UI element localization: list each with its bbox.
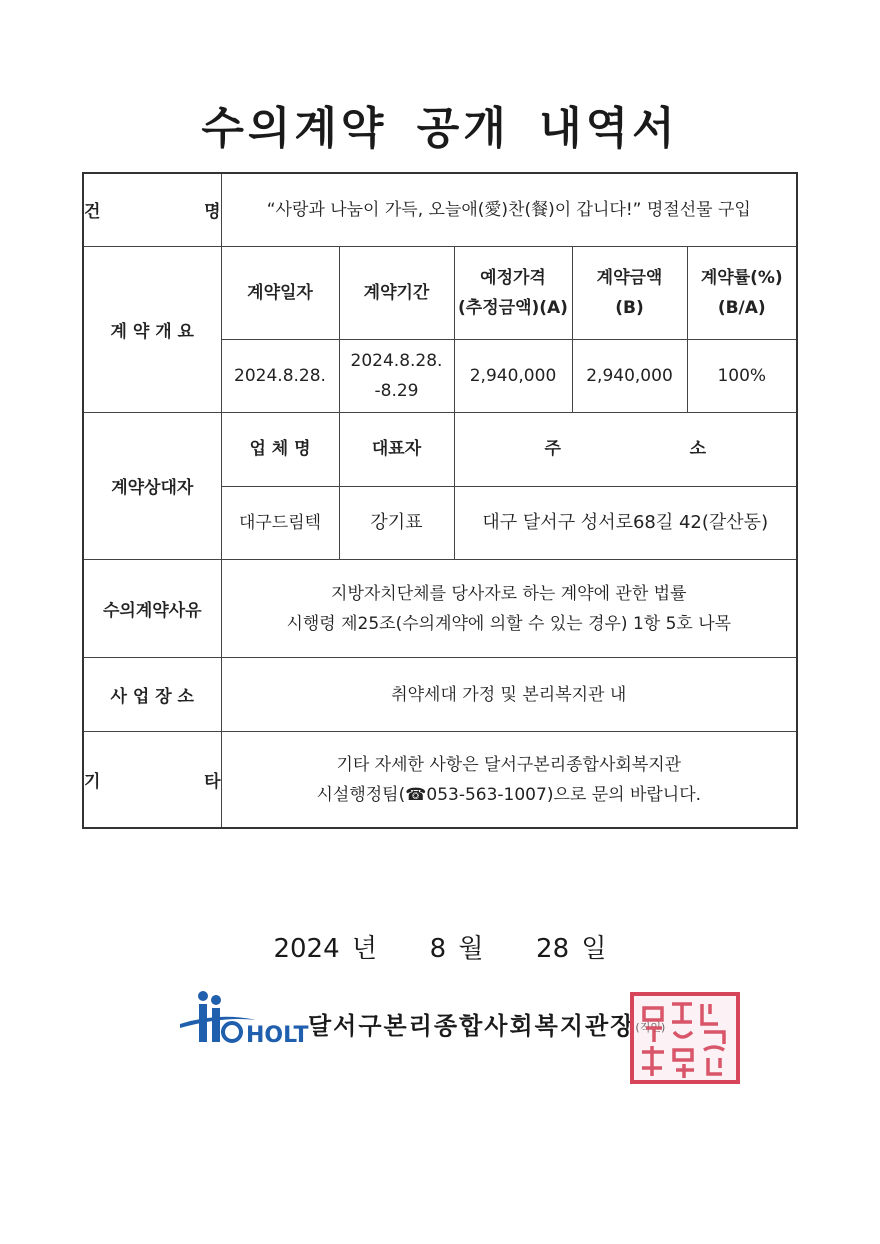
address-value: 대구 달서구 성서로68길 42(갈산동) [454,486,797,559]
contract-date-header: 계약일자 [221,246,339,339]
rate-value: 100% [687,339,797,412]
contract-period-value: 2024.8.28. -8.29 [339,339,454,412]
reason-label: 수의계약사유 [83,560,221,658]
contract-table [82,172,798,829]
project-row [83,173,797,246]
company-value: 대구드림텍 [221,486,339,559]
address-header: 주 소 [454,412,797,486]
svg-text:HOLT: HOLT [246,1023,309,1048]
representative-header: 대표자 [339,412,454,486]
holt-logo [178,990,309,1048]
contract-period-header: 계약기간 [339,246,454,339]
etc-row [83,732,797,828]
estimate-header: 예정가격 (추정금액)(A) [454,246,572,339]
counterparty-label: 계약상대자 [83,412,221,559]
counterparty-header-row [83,412,797,486]
site-row [83,658,797,732]
amount-value: 2,940,000 [572,339,687,412]
etc-label: 기 타 [83,732,221,828]
reason-row [83,560,797,658]
official-seal-stamp [624,988,746,1088]
reason-value: 지방자치단체를 당사자로 하는 계약에 관한 법률 시행령 제25조(수의계약에 의할 수 있는 경우) 1항 5호 나목 [221,560,797,658]
site-label: 사 업 장 소 [83,658,221,732]
amount-header: 계약금액 (B) [572,246,687,339]
summary-label: 계 약 개 요 [83,246,221,412]
site-value: 취약세대 가정 및 본리복지관 내 [221,658,797,732]
project-name: “사랑과 나눔이 가득, 오늘애(愛)찬(餐)이 갑니다!” 명절선물 구입 [221,173,797,246]
representative-value: 강기표 [339,486,454,559]
organization-name: 달서구본리종합사회복지관장(직인) [308,1012,666,1040]
rate-header: 계약률(%) (B/A) [687,246,797,339]
estimate-value: 2,940,000 [454,339,572,412]
contract-date-value: 2024.8.28. [221,339,339,412]
etc-value: 기타 자세한 사항은 달서구본리종합사회복지관 시설행정팀(☎053-563-1007)으로 문의 바랍니다. [221,732,797,828]
document-date: 2024 년 8 월 28 일 [273,934,607,964]
summary-header-row [83,246,797,339]
document-title: 수의계약 공개 내역서 [201,103,679,154]
project-label: 건 명 [83,173,221,246]
company-header: 업 체 명 [221,412,339,486]
